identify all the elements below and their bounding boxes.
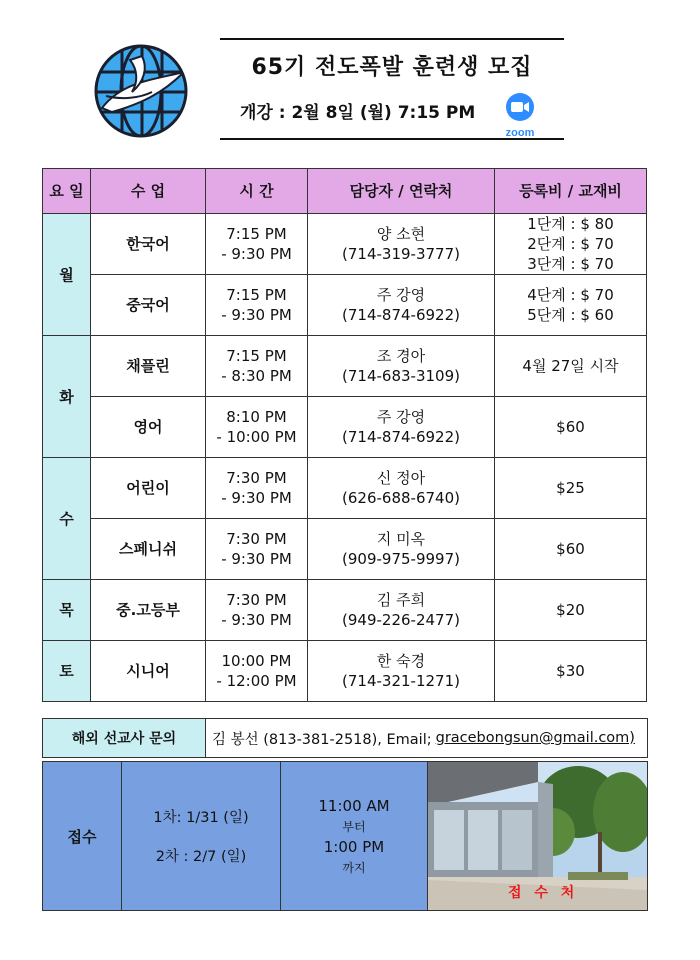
registration-label: 접수	[43, 762, 122, 910]
contact-phone: (909-975-9997)	[342, 550, 460, 568]
day-cell: 목	[43, 580, 91, 641]
table-row	[43, 458, 647, 519]
zoom-label: zoom	[505, 127, 535, 139]
schedule-table	[42, 168, 647, 702]
table-row	[43, 214, 647, 275]
class-cell: 어린이	[91, 458, 206, 519]
time-cell	[206, 397, 308, 458]
table-row	[43, 519, 647, 580]
header-box	[220, 38, 564, 140]
contact-cell	[308, 214, 495, 275]
zoom-icon	[505, 92, 535, 122]
table-row	[43, 580, 647, 641]
contact-name: 김 주희	[376, 591, 426, 609]
fee-line: 4단계 : $ 70	[527, 286, 614, 304]
registration-hours	[281, 762, 428, 910]
time-end: - 9:30 PM	[221, 611, 292, 629]
time-end: - 12:00 PM	[216, 672, 297, 690]
time-start: 11:00 AM	[318, 796, 390, 815]
time-end: - 9:30 PM	[221, 245, 292, 263]
photo-caption: 접 수 처	[508, 885, 579, 901]
time-cell	[206, 641, 308, 702]
table-row	[43, 336, 647, 397]
fee-line: 5단계 : $ 60	[527, 306, 614, 324]
registration-location-photo	[428, 762, 647, 910]
time-cell	[206, 580, 308, 641]
opening-date: 개강 : 2월 8일 (월) 7:15 PM	[240, 103, 476, 123]
class-cell: 시니어	[91, 641, 206, 702]
class-cell: 스페니쉬	[91, 519, 206, 580]
until-label: 까지	[342, 860, 366, 875]
header-class: 수 업	[91, 169, 206, 214]
time-start: 7:15 PM	[226, 225, 287, 243]
day-cell: 화	[43, 336, 91, 458]
registration-dates	[122, 762, 281, 910]
fee-cell	[495, 275, 647, 336]
header-day: 요 일	[43, 169, 91, 214]
time-end: 1:00 PM	[323, 837, 385, 856]
fee-cell: $30	[495, 641, 647, 702]
inquiry-text: 김 봉선 (813-381-2518), Email;	[212, 731, 432, 748]
class-cell: 영어	[91, 397, 206, 458]
fee-line: 2단계 : $ 70	[527, 235, 614, 253]
contact-name: 지 미옥	[376, 530, 426, 548]
table-header-row	[43, 169, 647, 214]
time-end: - 9:30 PM	[221, 306, 292, 324]
fee-cell: 4월 27일 시작	[495, 336, 647, 397]
class-cell: 채플린	[91, 336, 206, 397]
fee-cell	[495, 214, 647, 275]
time-cell	[206, 458, 308, 519]
header-fee: 등록비 / 교재비	[495, 169, 647, 214]
registration-date-1: 1차: 1/31 (일)	[153, 810, 249, 826]
class-cell: 중.고등부	[91, 580, 206, 641]
fee-cell: $60	[495, 397, 647, 458]
contact-phone: (714-874-6922)	[342, 428, 460, 446]
inquiry-label: 해외 선교사 문의	[43, 719, 206, 757]
header-contact: 담당자 / 연락처	[308, 169, 495, 214]
contact-name: 조 경아	[376, 347, 426, 365]
church-logo	[92, 42, 190, 140]
time-cell	[206, 336, 308, 397]
contact-name: 양 소현	[376, 225, 426, 243]
fee-cell: $25	[495, 458, 647, 519]
class-cell: 중국어	[91, 275, 206, 336]
day-cell: 토	[43, 641, 91, 702]
fee-cell: $20	[495, 580, 647, 641]
zoom-logo	[498, 92, 542, 139]
contact-cell	[308, 458, 495, 519]
inquiry-contact	[206, 719, 647, 757]
contact-cell	[308, 519, 495, 580]
contact-name: 한 숙경	[376, 652, 426, 670]
missionary-inquiry	[42, 718, 648, 758]
table-row	[43, 397, 647, 458]
day-cell: 월	[43, 214, 91, 336]
contact-name: 신 정아	[376, 469, 426, 487]
table-row	[43, 641, 647, 702]
contact-name: 주 강영	[376, 286, 426, 304]
time-end: - 9:30 PM	[221, 489, 292, 507]
header-time: 시 간	[206, 169, 308, 214]
time-start: 7:30 PM	[226, 591, 287, 609]
contact-cell	[308, 275, 495, 336]
contact-phone: (714-319-3777)	[342, 245, 460, 263]
time-end: - 8:30 PM	[221, 367, 292, 385]
registration-date-2: 2차 : 2/7 (일)	[155, 849, 247, 865]
time-start: 7:15 PM	[226, 347, 287, 365]
contact-phone: (714-874-6922)	[342, 306, 460, 324]
contact-cell	[308, 641, 495, 702]
fee-line: 3단계 : $ 70	[527, 255, 614, 273]
time-end: - 10:00 PM	[216, 428, 297, 446]
fee-cell: $60	[495, 519, 647, 580]
contact-name: 주 강영	[376, 408, 426, 426]
class-cell: 한국어	[91, 214, 206, 275]
table-row	[43, 275, 647, 336]
contact-phone: (714-683-3109)	[342, 367, 460, 385]
contact-cell	[308, 580, 495, 641]
time-start: 7:30 PM	[226, 469, 287, 487]
time-start: 7:30 PM	[226, 530, 287, 548]
time-cell	[206, 519, 308, 580]
fee-line: 1단계 : $ 80	[527, 215, 614, 233]
email-link[interactable]: gracebongsun@gmail.com)	[435, 730, 635, 746]
time-start: 7:15 PM	[226, 286, 287, 304]
time-start: 8:10 PM	[226, 408, 287, 426]
registration-box	[42, 761, 648, 911]
day-cell: 수	[43, 458, 91, 580]
contact-phone: (626-688-6740)	[342, 489, 460, 507]
time-cell	[206, 275, 308, 336]
time-start: 10:00 PM	[221, 652, 292, 670]
time-cell	[206, 214, 308, 275]
from-label: 부터	[342, 819, 366, 834]
page-title: 65기 전도폭발 훈련생 모집	[251, 55, 533, 80]
contact-cell	[308, 336, 495, 397]
contact-phone: (949-226-2477)	[342, 611, 460, 629]
time-end: - 9:30 PM	[221, 550, 292, 568]
contact-phone: (714-321-1271)	[342, 672, 460, 690]
contact-cell	[308, 397, 495, 458]
